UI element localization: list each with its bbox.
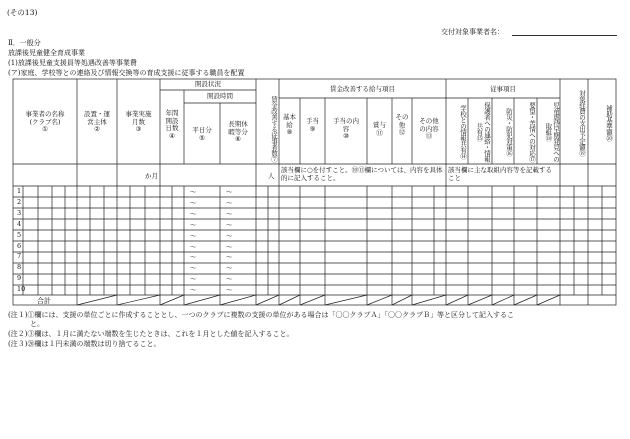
row-number: 6 [17,241,22,250]
time-tilde: ～ [226,275,233,284]
row-number: 5 [17,230,22,239]
header-guardian-contact: 保護者への連絡・情報共有⑮ [475,102,491,162]
time-tilde: ～ [190,253,197,262]
time-tilde: ～ [190,242,197,251]
time-tilde: ～ [190,198,197,207]
row-number: 2 [17,197,22,206]
time-tilde: ～ [190,286,197,295]
time-tilde: ～ [190,264,197,273]
time-tilde: ～ [226,231,233,240]
note-2: (注２)③欄は、１月に満たない端数を生じたときは、これを１月とした値を記入すること。 [8,330,294,338]
note-3: (注３)⑳欄は１円未満の端数は切り捨てること。 [8,340,161,348]
row-number: 8 [17,263,22,272]
time-tilde: ～ [226,209,233,218]
heading-project: 放課後児童健全育成事業 [8,49,85,57]
header-chingin-group: 賃金改善する給与項目 [330,85,395,93]
header-staff-count: 賃金改善する従事者数⑦ [270,96,278,162]
chingin-instruction: 該当欄に○を付すこと。⑩⑬欄については、内容を具体的に記入すること。 [281,166,443,182]
header-planned-expense: 対象経費の支出予定額⑲ [578,90,586,156]
row-number: 1 [17,187,22,195]
header-allowance-content: 手当の内 容 ⑩ [333,117,359,141]
header-months: 事業実施 月数 ③ [125,110,152,134]
header-complaints: 要望・苦情への対応⑰ [528,102,536,162]
heading-category: (ア)家庭、学校等との連絡及び情報交換等の育成支援に従事する職員を配置 [8,69,245,77]
row-number: 10 [17,285,26,294]
header-kaisetsu-group: 開設状況 [195,80,221,88]
header-base-pay: 基本 給 ⑧ [283,113,296,137]
header-facility-name: 事業者の名称 (クラブ名) ① [25,110,65,134]
header-long-holiday: 長期休 暇等分 ⑥ [228,120,248,144]
header-disaster: 防災・防犯対策⑯ [505,108,513,156]
time-tilde: ～ [190,188,197,196]
time-tilde: ～ [226,188,233,196]
header-other-content: その他 の内容 ⑬ [419,117,439,141]
row-number: 3 [17,208,22,217]
row-number: 7 [17,252,22,261]
heading-subproject: (1)放課後児童支援員等処遇改善等事業費 [8,59,137,67]
header-subsidy-standard: 補助基準額⑳ [605,105,613,141]
total-label: 合計 [37,297,51,305]
header-annual-days: 年間 開設 日数 ④ [165,109,179,140]
time-tilde: ～ [190,209,197,218]
unit-months: か月 [145,172,158,180]
time-tilde: ～ [226,220,233,229]
header-allowance: 手当 ⑨ [306,117,319,133]
note-1-cont: と。 [30,320,44,328]
time-tilde: ～ [226,198,233,207]
row-number: 9 [17,274,22,283]
header-school-sharing: 学校との情報共有⑭ [459,105,467,159]
time-tilde: ～ [190,231,197,240]
time-tilde: ～ [226,264,233,273]
header-operator: 設置・運 営主体 ② [84,110,110,134]
row-number: 4 [17,219,22,228]
header-abuse: 児童虐待早期発見への取組⑱ [544,102,560,162]
page-label: (その13) [7,8,38,17]
time-tilde: ～ [226,242,233,251]
time-tilde: ～ [226,286,233,295]
juji-instruction: 該当欄に主な取組内容等を記載すること [448,166,552,182]
time-tilde: ～ [226,253,233,262]
note-1: (注１)①欄には、支援の単位ごとに作成することとし、一つのクラブに複数の支援の単位がある場合は「〇〇クラブＡ」「〇〇クラブＢ」等と区分して記入するこ [8,311,514,319]
header-other: その 他 ⑫ [395,113,409,137]
time-tilde: ～ [190,275,197,284]
section-title: Ⅱ．一般分 [8,39,41,47]
applicant-label: 交付対象事業者名： [441,28,504,36]
header-bonus: 賞与 ⑪ [373,121,386,137]
time-tilde: ～ [190,220,197,229]
unit-persons: 人 [268,172,275,180]
header-juji-group: 従事項目 [490,85,516,93]
header-kaisetsu-time: 開設時間 [207,92,233,100]
header-weekday: 平日分 ⑤ [192,126,212,142]
